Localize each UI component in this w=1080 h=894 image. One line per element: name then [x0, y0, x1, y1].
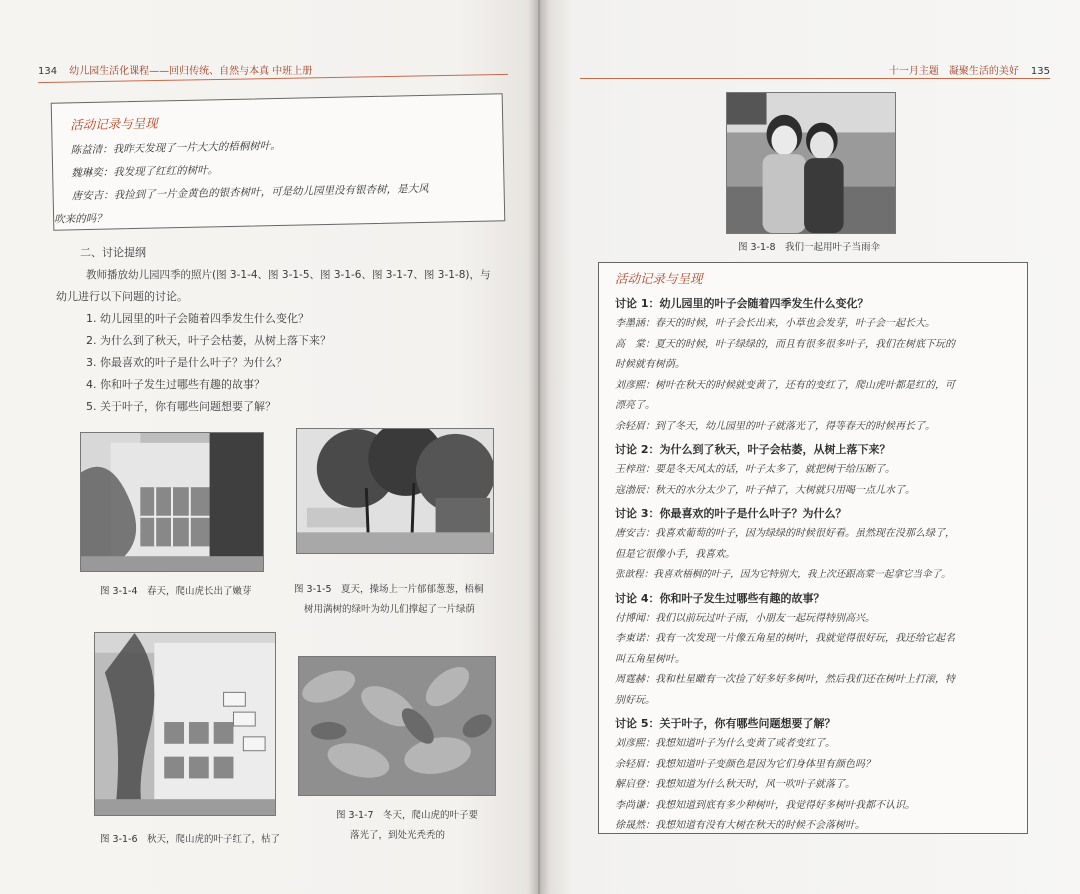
discussion-line: 别好玩。: [615, 694, 655, 706]
figure-caption: 图 3-1-7 冬天，爬山虎的叶子要: [336, 810, 479, 821]
discussion-line: 余轻眉：我想知道叶子变颜色是因为它们身体里有颜色吗？: [615, 758, 875, 770]
discussion-line: 叫五角星树叶。: [615, 653, 685, 665]
discussion-line: 高 棠：夏天的时候，叶子绿绿的，而且有很多很多叶子，我们在树底下玩的: [615, 338, 955, 350]
record-line: 唐安吉：我捡到了一片金黄色的银杏树叶，可是幼儿园里没有银杏树，是大风: [71, 182, 429, 203]
discussion-line: 张歆程：我喜欢梧桐的叶子，因为它特别大，我上次还跟高棠一起拿它当伞了。: [615, 569, 951, 580]
right-header-title: 十一月主题 凝聚生活的美好: [888, 66, 1019, 77]
question-list: [64, 308, 514, 418]
photo-autumn-building: [94, 632, 276, 816]
figure-caption: 图 3-1-4 春天，爬山虎长出了嫩芽: [100, 586, 252, 597]
discussion-line: 刘彦熙：我想知道叶子为什么变黄了或者变红了。: [615, 738, 835, 749]
record-box-title: 活动记录与呈现: [70, 115, 158, 133]
discussion-outline: [56, 242, 514, 418]
discussion-title: 讨论 1：幼儿园里的叶子会随着四季发生什么变化？: [615, 297, 869, 310]
discussion-line: 余轻眉：到了冬天，幼儿园里的叶子就落光了，得等春天的时候再长了。: [615, 420, 935, 432]
right-header-rule: [580, 78, 1050, 79]
left-page-number: 134: [38, 66, 58, 77]
discussion-line: 时候就有树荫。: [615, 359, 685, 370]
question-item: 5. 关于叶子，你有哪些问题想要了解？: [86, 400, 276, 413]
discussion-title: 讨论 4：你和叶子发生过哪些有趣的故事？: [615, 591, 825, 605]
left-running-header: [38, 62, 312, 77]
discussion-title: 讨论 2：为什么到了秋天，叶子会枯萎，从树上落下来？: [615, 443, 891, 456]
right-page: [540, 0, 1080, 894]
record-line: 吹来的吗？: [54, 212, 107, 226]
discussion-line: 徐晟然：我想知道有没有大树在秋天的时候不会落树叶。: [615, 820, 865, 831]
discussion-title: 讨论 5：关于叶子，你有哪些问题想要了解？: [615, 717, 836, 730]
right-running-header: [889, 62, 1050, 77]
discussion-line: 刘彦熙：树叶在秋天的时候就变黄了，还有的变红了，爬山虎叶都是红的，可: [615, 379, 955, 391]
photo-girls-leaf-umbrella: [726, 92, 896, 234]
discussion-line: 解启登：我想知道为什么秋天时，风一吹叶子就落了。: [615, 779, 855, 790]
discussion-line: 李東诺：我有一次发现一片像五角星的树叶，我就觉得很好玩，我还给它起名: [615, 633, 955, 644]
discussion-line: 李墨涵：春天的时候，叶子会长出来，小草也会发芽，叶子会一起长大。: [615, 318, 935, 329]
left-page: [0, 0, 538, 894]
figure-caption: 图 3-1-5 夏天，操场上一片郁郁葱葱，梧桐: [294, 584, 484, 595]
discussion-line: 但是它很像小手，我喜欢。: [615, 548, 735, 560]
question-item: 3. 你最喜欢的叶子是什么叶子？为什么？: [86, 356, 287, 369]
record-line: 魏琳奕：我发现了红红的树叶。: [71, 164, 219, 180]
photo-winter-leaves: [298, 656, 496, 796]
figure-caption: 树用满树的绿叶为幼儿们撑起了一片绿荫: [304, 604, 476, 615]
section-heading: 二、讨论提纲: [80, 246, 146, 259]
discussion-title: 讨论 3：你最喜欢的叶子是什么叶子？为什么？: [615, 507, 847, 520]
record-box-right: [598, 262, 1028, 834]
right-page-number: 135: [1030, 66, 1050, 77]
figure-caption: 图 3-1-8 我们一起用叶子当雨伞: [738, 242, 881, 253]
record-box-title: 活动记录与呈现: [615, 271, 703, 286]
record-line: 陈益清：我昨天发现了一片大大的梧桐树叶。: [70, 139, 281, 157]
book-gutter: [528, 0, 550, 894]
discussion-line: 唐安吉：我喜欢葡萄的叶子，因为绿绿的时候很好看。虽然现在没那么绿了，: [615, 528, 955, 539]
figure-caption: 落光了，到处光秃秃的: [350, 830, 446, 841]
discussion-line: 寇渤辰：秋天的水分太少了，叶子掉了，大树就只用喝一点儿水了。: [615, 484, 915, 496]
discussion-line: 王梓瑄：要是冬天风太的话，叶子太多了，就把树干给压断了。: [615, 464, 895, 475]
photo-summer-trees: [296, 428, 494, 554]
photo-spring-building: [80, 432, 264, 572]
discussion-line: 李尚谦：我想知道到底有多少种树叶，我觉得好多树叶我都不认识。: [615, 799, 915, 811]
figure-caption: 图 3-1-6 秋天，爬山虎的叶子红了，枯了: [100, 834, 281, 845]
question-item: 4. 你和叶子发生过哪些有趣的故事？: [86, 378, 265, 391]
discussion-line: 漂亮了。: [615, 400, 655, 411]
section-paragraph: 幼儿进行以下问题的讨论。: [56, 290, 188, 303]
discussion-line: 周霆赫：我和杜星瞰有一次捡了好多好多树叶，然后我们还在树叶上打滚，特: [615, 674, 955, 685]
question-item: 2. 为什么到了秋天，叶子会枯萎，从树上落下来？: [86, 334, 331, 347]
question-item: 1. 幼儿园里的叶子会随着四季发生什么变化？: [86, 312, 309, 325]
section-paragraph: 教师播放幼儿园四季的照片(图 3-1-4、图 3-1-5、图 3-1-6、图 3-1-7、图 3-1-8)，与: [86, 269, 491, 281]
record-box-left: [51, 93, 506, 230]
discussion-line: 付博闻：我们以前玩过叶子雨，小朋友一起玩得特别高兴。: [615, 612, 875, 624]
left-header-title: 幼儿园生活化课程——回归传统、自然与本真 中班上册: [69, 66, 313, 77]
